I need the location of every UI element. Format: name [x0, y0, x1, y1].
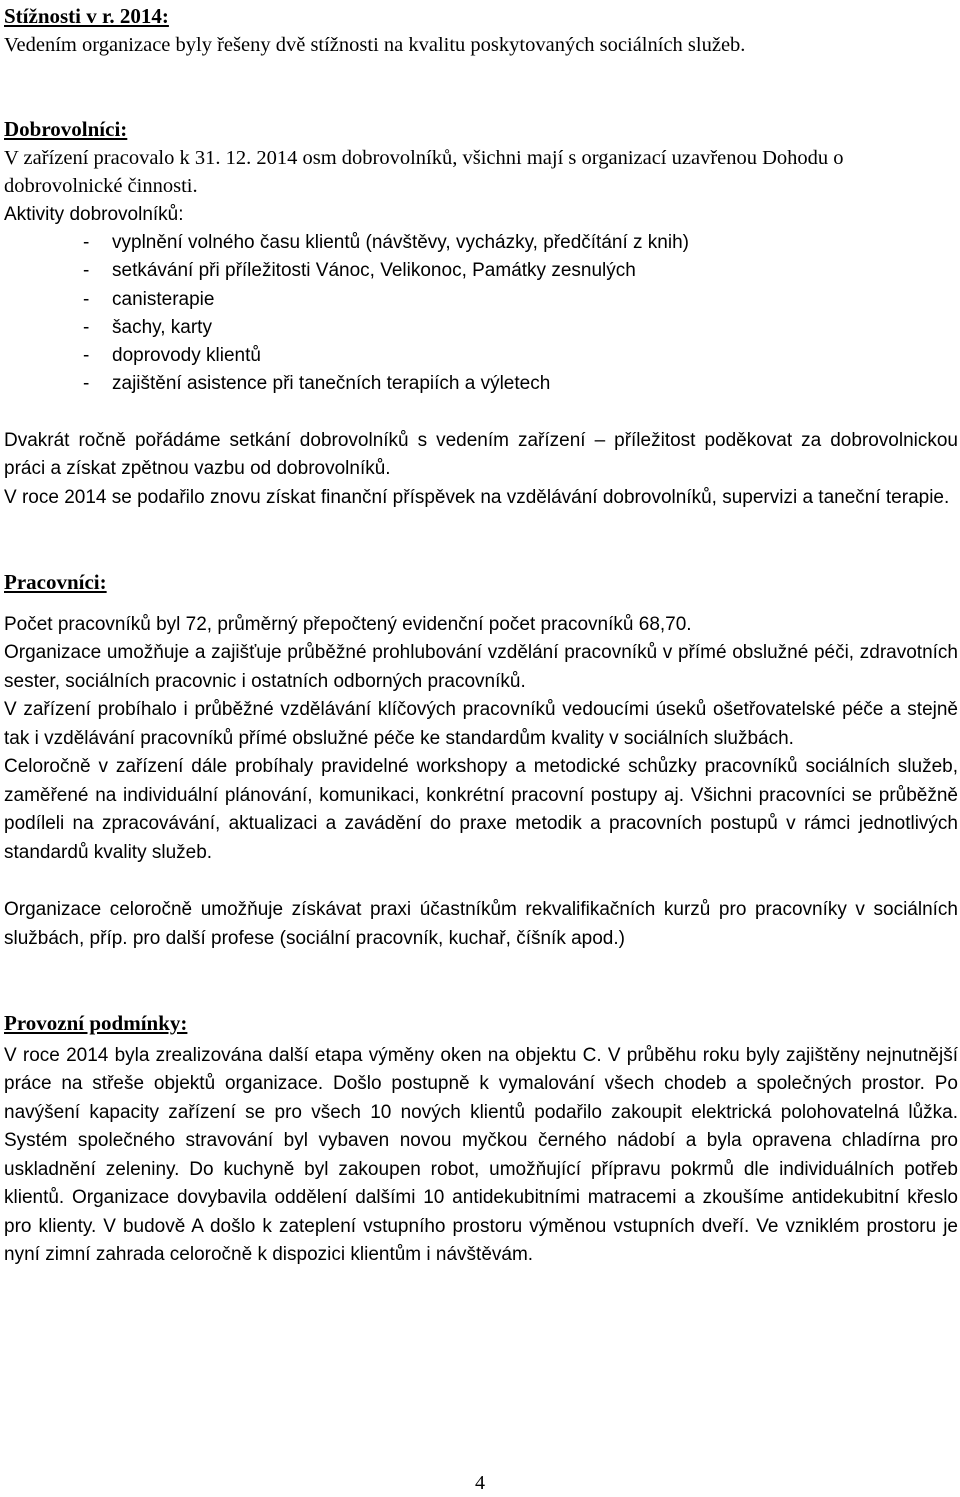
- list-item: - setkávání při příležitosti Vánoc, Velikonoc, Památky zesnulých: [112, 257, 958, 285]
- list-item: - šachy, karty: [112, 314, 958, 342]
- page-number: 4: [475, 1472, 485, 1494]
- staff-heading: Pracovníci:: [4, 570, 107, 595]
- list-item: - canisterapie: [112, 286, 958, 314]
- volunteers-meetings-paragraph: Dvakrát ročně pořádáme setkání dobrovolníků s vedením zařízení – příležitost poděkovat za dobrovolnickou práci a získat zpětnou vazbu od dobrovolníků.: [4, 429, 958, 480]
- volunteers-intro: V zařízení pracovalo k 31. 12. 2014 osm dobrovolníků, všichni mají s organizací uzavřenou Dohodu o dobrovolnické činnosti.: [4, 146, 844, 197]
- staff-internships-paragraph: Organizace celoročně umožňuje získávat praxi účastníkům rekvalifikačních kurzů pro pracovníky v sociálních službách, příp. pro další profese (sociální pracovník, kuchař, číšník apod.): [4, 899, 958, 949]
- activities-list: [4, 229, 958, 399]
- staff-workshops-paragraph: Celoročně v zařízení dále probíhaly pravidelné workshopy a metodické schůzky pracovníků sociálních služeb, zaměřené na individuální plánování, komunikaci, konkrétní pracovní postupy aj. Všichni pracovníci se průběžně podíleli na zpracovávání, aktualizaci a zavádění do praxe metodik a pracovních postupů v rámci jednotlivých standardů kvality služeb.: [4, 756, 958, 863]
- document-page: [4, 2, 958, 1270]
- complaints-heading: Stížnosti v r. 2014:: [4, 4, 169, 28]
- list-item: - doprovody klientů: [112, 342, 958, 370]
- volunteers-funding-paragraph: V roce 2014 se podařilo znovu získat finanční příspěvek na vzdělávání dobrovolníků, supervizi a taneční terapie.: [4, 486, 950, 508]
- staff-education-paragraph: Organizace umožňuje a zajišťuje průběžné prohlubování vzdělání pracovníků v přímé obslužné péči, zdravotních sester, sociálních pracovnic i ostatních odborných pracovníků.: [4, 642, 958, 692]
- staff-count-paragraph: Počet pracovníků byl 72, průměrný přepočtený evidenční počet pracovníků 68,70.: [4, 613, 692, 635]
- volunteers-heading: Dobrovolníci:: [4, 117, 128, 141]
- list-item: - vyplnění volného času klientů (návštěvy, vycházky, předčítání z knih): [112, 229, 958, 257]
- operations-heading: Provozní podmínky:: [4, 1011, 188, 1036]
- list-item: - zajištění asistence při tanečních terapiích a výletech: [112, 370, 958, 398]
- staff-training-paragraph: V zařízení probíhalo i průběžné vzdělávání klíčových pracovníků vedoucími úseků ošetřovatelské péče a stejně tak i vzdělávání pracovníků přímé obslužné péče ke standardům kvality v sociálních službách.: [4, 699, 958, 749]
- operations-paragraph: V roce 2014 byla zrealizována další etapa výměny oken na objektu C. V průběhu roku byly zajištěny nejnutnější práce na střeše objektů organizace. Došlo postupně k vymalování všech chodeb a společných prostor. Po navýšení kapacity zařízení se pro všech 10 nových klientů podařilo zakoupit elektrická polohovatelná lůžka. Systém společného stravování byl vybaven novou myčkou černého nádobí a byla opravena chladírna pro uskladnění zeleniny. Do kuchyně byl zakoupen robot, umožňující přípravu pokrmů dle individuálních potřeb klientů. Organizace dovybavila oddělení dalšími 10 antidekubitními matracemi a zkoušíme antidekubitní křeslo pro klienty. V budově A došlo k zateplení vstupního prostoru výměnou vstupních dveří. Ve vzniklém prostoru je nyní zimní zahrada celoročně k dispozici klientům i návštěvám.: [4, 1044, 958, 1266]
- complaints-text: Vedením organizace byly řešeny dvě stížnosti na kvalitu poskytovaných sociálních služeb.: [4, 33, 746, 56]
- activities-label: Aktivity dobrovolníků:: [4, 203, 184, 225]
